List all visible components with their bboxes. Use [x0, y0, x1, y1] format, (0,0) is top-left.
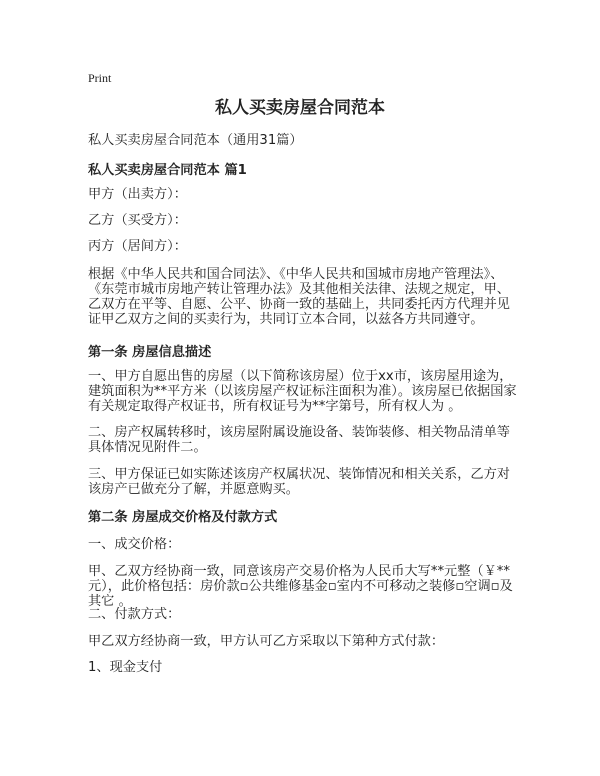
article2-heading: 第二条 房屋成交价格及付款方式	[88, 510, 278, 525]
party-agent: 丙方（居间方）：	[88, 239, 187, 254]
section-heading: 私人买卖房屋合同范本 篇1	[88, 163, 247, 178]
party-seller: 甲方（出卖方）：	[88, 187, 187, 202]
article2-item-4: 甲乙双方经协商一致，甲方认可乙方采取以下第种方式付款：	[88, 634, 445, 649]
article1-item-2: 二、房产权属转移时，该房屋附属设施设备、装饰装修、相关物品清单等具体情况见附件二。	[88, 425, 510, 455]
article2-item-5: 1、现金支付	[88, 660, 163, 675]
article2-item-2: 甲、乙双方经协商一致，同意该房产交易价格为人民币大写**元整（￥**元），此价格包括：房价款▫公共维修基金▫室内不可移动之装修▫空调▫及其它 。	[88, 564, 513, 609]
party-buyer: 乙方（买受方）：	[88, 213, 187, 228]
article2-item-1: 一、成交价格：	[88, 537, 181, 552]
article1-heading: 第一条 房屋信息描述	[88, 345, 212, 360]
article2-item-3: 二、付款方式：	[88, 607, 181, 622]
intro-paragraph: 根据《中华人民共和国合同法》、《中华人民共和国城市房地产管理法》、《东莞市城市房地产转让管理办法》及其他相关法律、法规之规定，甲、乙双方在平等、自愿、公平、协商一致的基础上，共同委托丙方代理并见证甲乙双方之间的买卖行为，共同订立本合同，以兹各方共同遵守。	[88, 267, 510, 327]
article1-item-3: 三、甲方保证已如实陈述该房产权属状况、装饰情况和相关关系，乙方对该房产已做充分了解，并愿意购买。	[88, 467, 510, 497]
document-subtitle: 私人买卖房屋合同范本（通用31篇）	[88, 133, 303, 148]
document-title: 私人买卖房屋合同范本	[215, 98, 385, 118]
print-link[interactable]: Print	[88, 71, 112, 85]
article1-item-1: 一、甲方自愿出售的房屋（以下简称该房屋）位于xx市，该房屋用途为，建筑面积为**平方米（以该房屋产权证标注面积为准）。该房屋已依据国家有关规定取得产权证书，所有权证号为**字第号，所有权人为 。	[88, 369, 517, 414]
